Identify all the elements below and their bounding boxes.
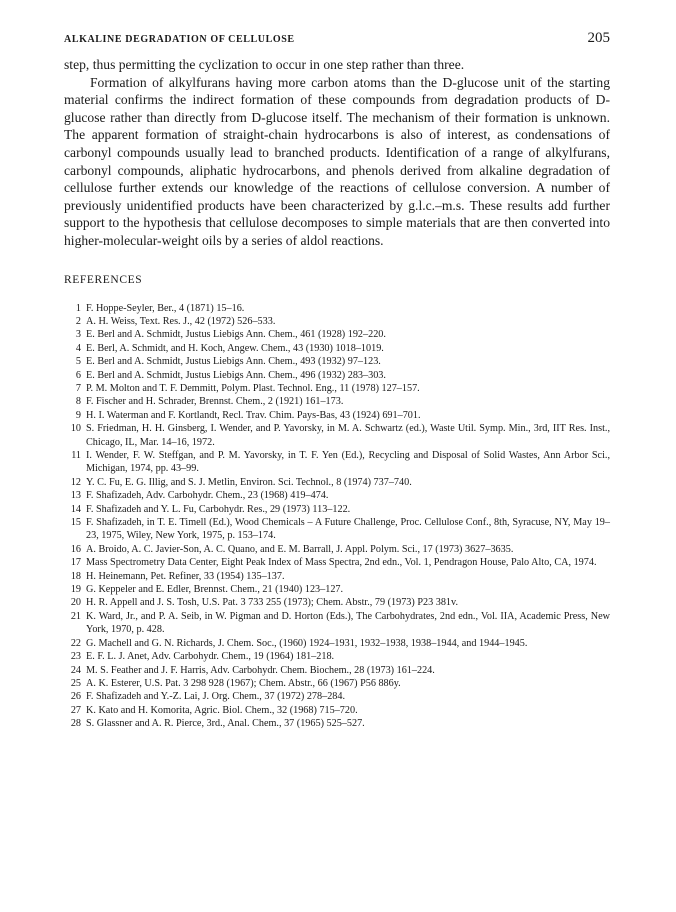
references-heading: REFERENCES (64, 273, 143, 286)
reference-text: G. Keppeler and E. Edler, Brennst. Chem., 21 (1940) 123–127. (86, 584, 344, 596)
reference-text: Mass Spectrometry Data Center, Eight Peak Index of Mass Spectra, 2nd edn., Vol. 1, Pendragon House, Palo Alto, CA, 1974. (86, 557, 597, 569)
body-text (64, 56, 610, 250)
reference-item (64, 583, 610, 596)
reference-text: I. Wender, F. W. Steffgan, and P. M. Yavorsky, in T. F. Yen (Ed.), Recycling and Disposal of Solid Wastes, Ann Arbor Sci., Michigan, 1974, pp. 43–99. (86, 450, 610, 475)
reference-item (64, 382, 610, 395)
reference-number: 14 (70, 503, 81, 515)
reference-item (64, 369, 610, 382)
reference-number: 26 (70, 691, 81, 703)
reference-number: 28 (70, 718, 81, 730)
reference-text: Y. C. Fu, E. G. Illig, and S. J. Metlin, Environ. Sci. Technol., 8 (1974) 737–740. (86, 476, 412, 488)
reference-number: 6 (75, 369, 81, 381)
reference-number: 17 (70, 557, 81, 569)
reference-number: 27 (70, 704, 81, 716)
reference-item (64, 355, 610, 368)
reference-item (64, 690, 610, 703)
reference-text: F. Fischer and H. Schrader, Brennst. Chem., 2 (1921) 161–173. (86, 396, 344, 408)
reference-number: 18 (70, 570, 81, 582)
reference-number: 2 (75, 315, 81, 327)
reference-number: 25 (70, 677, 81, 689)
body-paragraph: step, thus permitting the cyclization to occur in one step rather than three. (64, 57, 465, 72)
reference-item (64, 476, 610, 489)
reference-item (64, 556, 610, 569)
reference-number: 22 (70, 637, 81, 649)
reference-number: 21 (70, 610, 81, 622)
reference-item (64, 570, 610, 583)
reference-text: E. Berl and A. Schmidt, Justus Liebigs Ann. Chem., 461 (1928) 192–220. (86, 329, 386, 341)
reference-item (64, 315, 610, 328)
reference-item (64, 342, 610, 355)
reference-item (64, 717, 610, 730)
reference-text: M. S. Feather and J. F. Harris, Adv. Carbohydr. Chem. Biochem., 28 (1973) 161–224. (86, 664, 435, 676)
reference-text: H. Heinemann, Pet. Refiner, 33 (1954) 135–137. (86, 570, 285, 582)
reference-text: E. Berl and A. Schmidt, Justus Liebigs Ann. Chem., 493 (1932) 97–123. (86, 356, 381, 368)
reference-item (64, 596, 610, 609)
reference-item (64, 409, 610, 422)
reference-text: H. I. Waterman and F. Kortlandt, Recl. Trav. Chim. Pays-Bas, 43 (1924) 691–701. (86, 409, 421, 421)
reference-number: 9 (75, 409, 81, 421)
reference-text: G. Machell and G. N. Richards, J. Chem. Soc., (1960) 1924–1931, 1932–1938, 1938–1944, and 1944–1945. (86, 637, 528, 649)
running-title: ALKALINE DEGRADATION OF CELLULOSE (64, 34, 295, 45)
reference-number: 4 (75, 342, 81, 354)
reference-number: 8 (75, 396, 81, 408)
reference-number: 7 (75, 382, 81, 394)
reference-number: 16 (70, 543, 81, 555)
reference-item (64, 302, 610, 315)
page-number: 205 (587, 30, 610, 46)
reference-text: A. K. Esterer, U.S. Pat. 3 298 928 (1967); Chem. Abstr., 66 (1967) P56 886y. (86, 677, 401, 689)
reference-item (64, 503, 610, 516)
reference-number: 23 (70, 651, 81, 663)
reference-item (64, 637, 610, 650)
reference-item (64, 543, 610, 556)
reference-item (64, 610, 610, 637)
reference-text: S. Glassner and A. R. Pierce, 3rd., Anal. Chem., 37 (1965) 525–527. (86, 718, 365, 730)
body-paragraph: Formation of alkylfurans having more carbon atoms than the D-glucose unit of the starting material confirms the indirect formation of these compounds from degradation products of D-glucose rather than directly from D-glucose itself. The mechanism of their formation is unknown. The apparent formation of straight-chain hydrocarbons is also of interest, as condensations of carbonyl compounds usually lead to branched products. Identification of a range of alkylfurans, carbonyl compounds, aliphatic hydrocarbons, and phenols derived from alkaline degradation of cellulose further extends our knowledge of the reactions of cellulose conversion. A number of previously unidentified products have been characterized by g.l.c.–m.s. These results add further support to the hypothesis that cellulose decomposes to simple materials that are then converted into higher-molecular-weight oils by a series of aldol reactions. (64, 74, 610, 248)
reference-item (64, 650, 610, 663)
reference-text: F. Shafizadeh, Adv. Carbohydr. Chem., 23 (1968) 419–474. (86, 490, 329, 502)
reference-number: 11 (71, 450, 81, 461)
reference-text: H. R. Appell and J. S. Tosh, U.S. Pat. 3 733 255 (1973); Chem. Abstr., 79 (1973) P23 381v. (86, 597, 458, 609)
reference-text: F. Shafizadeh, in T. E. Timell (Ed.), Wood Chemicals – A Future Challenge, Proc. Cellulose Conf., 8th, Syracuse, NY, May 19–23, 1975, Wiley, New York, 1975, p. 153–174. (86, 517, 610, 542)
reference-text: S. Friedman, H. H. Ginsberg, I. Wender, and P. Yavorsky, in M. A. Schwartz (ed.), Waste Util. Symp. Min., 3rd, IIT Res. Inst., Chicago, IL, Mar. 14–16, 1972. (86, 423, 610, 448)
reference-item (64, 516, 610, 543)
reference-item (64, 395, 610, 408)
reference-item (64, 489, 610, 502)
reference-text: P. M. Molton and T. F. Demmitt, Polym. Plast. Technol. Eng., 11 (1978) 127–157. (86, 382, 420, 394)
reference-number: 3 (75, 329, 81, 341)
reference-number: 20 (70, 597, 81, 609)
reference-item (64, 449, 610, 476)
reference-item (64, 704, 610, 717)
reference-text: F. Shafizadeh and Y. L. Fu, Carbohydr. Res., 29 (1973) 113–122. (86, 503, 351, 515)
reference-number: 15 (70, 517, 81, 529)
reference-number: 13 (70, 490, 81, 502)
reference-number: 19 (70, 584, 81, 596)
reference-item (64, 677, 610, 690)
reference-text: A. H. Weiss, Text. Res. J., 42 (1972) 526–533. (86, 315, 276, 327)
reference-text: E. Berl and A. Schmidt, Justus Liebigs Ann. Chem., 496 (1932) 283–303. (86, 369, 386, 381)
reference-item (64, 328, 610, 341)
reference-text: K. Ward, Jr., and P. A. Seib, in W. Pigman and D. Horton (Eds.), The Carbohydrates, 2nd edn., Vol. IIA, Academic Press, New York, 1970, p. 428. (86, 610, 610, 636)
reference-text: E. Berl, A. Schmidt, and H. Koch, Angew. Chem., 43 (1930) 1018–1019. (86, 342, 384, 354)
references-list (64, 302, 610, 731)
reference-text: A. Broido, A. C. Javier-Son, A. C. Quano, and E. M. Barrall, J. Appl. Polym. Sci., 17 (1973) 3627–3635. (86, 543, 514, 555)
reference-number: 1 (75, 302, 81, 314)
running-head (64, 30, 610, 52)
reference-item (64, 422, 610, 449)
reference-item (64, 664, 610, 677)
reference-number: 10 (70, 423, 81, 435)
reference-number: 24 (70, 664, 81, 676)
journal-page (64, 30, 610, 731)
reference-text: F. Hoppe-Seyler, Ber., 4 (1871) 15–16. (86, 302, 245, 314)
reference-text: F. Shafizadeh and Y.-Z. Lai, J. Org. Chem., 37 (1972) 278–284. (86, 691, 346, 703)
reference-text: E. F. L. J. Anet, Adv. Carbohydr. Chem., 19 (1964) 181–218. (86, 651, 335, 663)
reference-number: 5 (75, 356, 81, 368)
reference-text: K. Kato and H. Komorita, Agric. Biol. Chem., 32 (1968) 715–720. (86, 704, 358, 716)
reference-number: 12 (70, 476, 81, 488)
